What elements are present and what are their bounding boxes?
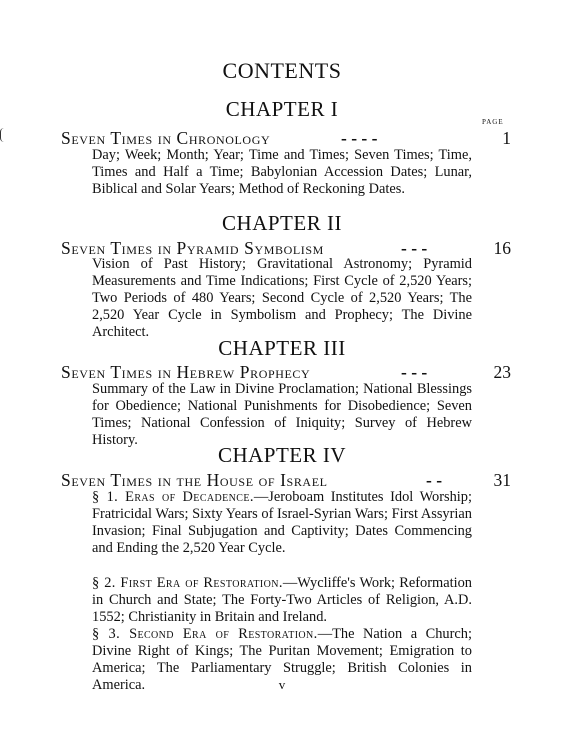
dot-leader: - - <box>426 470 443 490</box>
section-label: § 2. First Era of Restoration. <box>92 575 283 591</box>
chapter-heading-2: CHAPTER II <box>222 211 342 235</box>
page-folio: v <box>278 677 286 692</box>
chapter-summary-2: Vision of Past History; Gravitational Astronomy; Pyramid Measurements and Time Indications; First Cycle of 2,520 Years; Two Periods of 480 Years; Second Cycle of 2,520 Years; The 2,520 Year Cycle in Symbolism and Prophecy; The Divine Architect. <box>92 256 472 341</box>
chapter-page-number: 16 <box>493 238 511 258</box>
chapter-entry-title: Seven Times in Chronology <box>61 128 271 148</box>
dot-leader: - - - <box>401 238 428 258</box>
chapter-entry-title: Seven Times in Pyramid Symbolism <box>61 238 324 258</box>
section-text: —The Nation a Church; Divine Right of Kings; The Puritan Movement; Emigration to America; The Parliamentary Struggle; British Colonies in America. <box>92 626 472 694</box>
chapter-entry-1 <box>61 128 511 148</box>
section-label: § 1. Eras of Decadence. <box>92 489 254 505</box>
chapter-page-number: 31 <box>493 470 511 490</box>
chapter-entry-title: Seven Times in the House of Israel <box>61 470 328 490</box>
chapter-summary-3: Summary of the Law in Divine Proclamation; National Blessings for Obedience; National Punishments for Disobedience; Seven Times; National Confession of Iniquity; Survey of Hebrew History. <box>92 381 472 449</box>
chapter-entry-4 <box>61 470 511 490</box>
section-text: —Wycliffe's Work; Reformation in Church and State; The Forty-Two Articles of Religion, A.D. 1552; Christianity in Britain and Ireland. <box>92 575 472 626</box>
chapter-page-number: 1 <box>502 128 511 148</box>
page-column-label: PAGE <box>482 118 504 126</box>
chapter-section-2 <box>92 575 472 626</box>
chapter-page-number: 23 <box>493 362 511 382</box>
chapter-summary-1: Day; Week; Month; Year; Time and Times; Seven Times; Time, Times and Half a Time; Babylonian Accession Dates; Lunar, Biblical and Solar Years; Method of Reckoning Dates. <box>92 147 472 198</box>
section-text: —Jeroboam Institutes Idol Worship; Fratricidal Wars; Sixty Years of Israel-Syrian Wars; First Assyrian Invasion; Final Subjugation and Captivity; Dates Commencing and Ending the 2,520 Year Cycle. <box>92 489 472 557</box>
dot-leader: - - - - <box>341 128 378 148</box>
chapter-entry-title: Seven Times in Hebrew Prophecy <box>61 362 311 382</box>
page-title: CONTENTS <box>222 58 342 83</box>
chapter-heading-1: CHAPTER I <box>225 97 339 121</box>
chapter-section-1 <box>92 489 472 557</box>
dot-leader: - - - <box>401 362 428 382</box>
section-label: § 3. Second Era of Restoration. <box>92 626 318 642</box>
chapter-entry-3 <box>61 362 511 382</box>
chapter-entry-2 <box>61 238 511 258</box>
chapter-heading-3: CHAPTER III <box>218 336 346 360</box>
margin-mark <box>0 128 4 142</box>
chapter-heading-4: CHAPTER IV <box>217 443 347 467</box>
